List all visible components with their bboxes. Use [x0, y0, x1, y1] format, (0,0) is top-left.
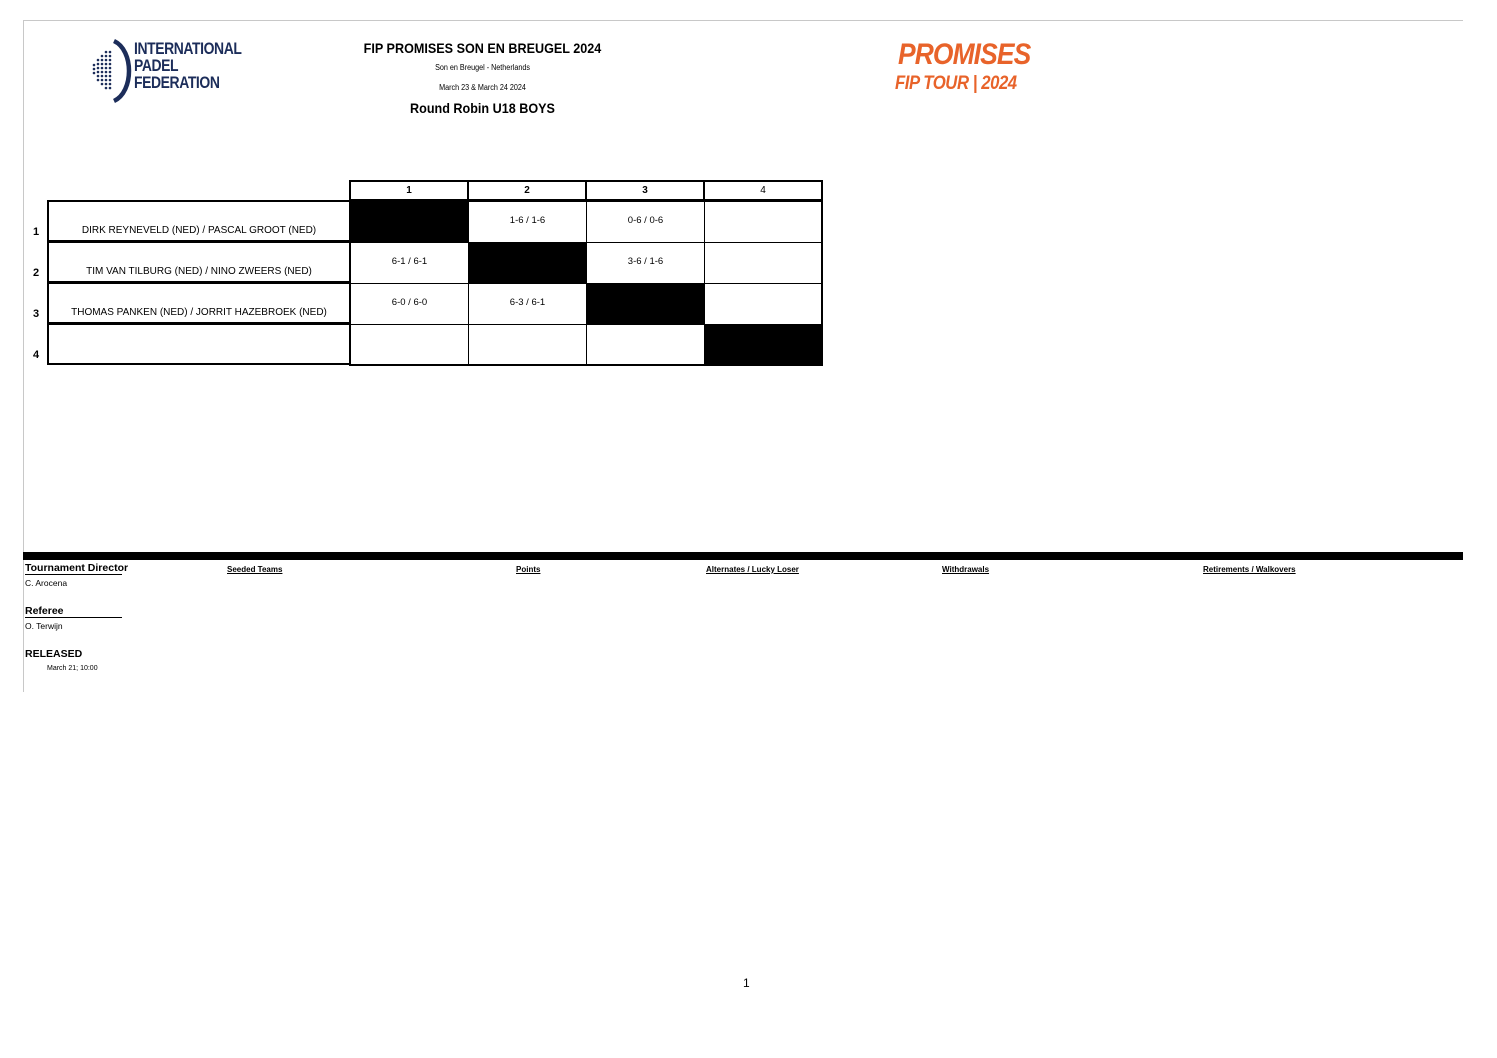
result-cell-4-1 [350, 324, 469, 366]
result-cell-4-3 [586, 324, 705, 366]
row-number-1: 1 [33, 226, 40, 238]
team-name-1: DIRK REYNEVELD (NED) / PASCAL GROOT (NED) [47, 200, 351, 242]
result-cell-3-2: 6-3 / 6-1 [468, 283, 587, 325]
top-border [23, 20, 1463, 21]
result-cell-2-4 [704, 242, 823, 284]
ipf-logo-text: INTERNATIONAL PADEL FEDERATION [134, 39, 242, 92]
column-header-3: 3 [585, 180, 705, 201]
seeded-teams-label: Seeded Teams [227, 565, 283, 574]
result-cell-4-4 [704, 324, 823, 366]
tournament-dates: March 23 & March 24 2024 [439, 83, 526, 92]
column-header-4: 4 [703, 180, 823, 201]
released-label: RELEASED [25, 648, 83, 660]
tournament-title: FIP PROMISES SON EN BREUGEL 2024 [363, 40, 602, 56]
page-number: 1 [743, 976, 750, 990]
result-cell-1-3: 0-6 / 0-6 [586, 201, 705, 243]
tournament-director-label: Tournament Director [25, 562, 129, 574]
result-cell-2-3: 3-6 / 1-6 [586, 242, 705, 284]
result-cell-4-2 [468, 324, 587, 366]
result-cell-3-4 [704, 283, 823, 325]
result-cell-2-1: 6-1 / 6-1 [350, 242, 469, 284]
row-number-2: 2 [33, 267, 40, 279]
points-label: Points [516, 565, 541, 574]
tournament-location: Son en Breugel - Netherlands [435, 63, 530, 72]
promises-logo: PROMISES FIP TOUR | 2024 [895, 38, 1031, 94]
result-cell-2-2 [468, 242, 587, 284]
team-name-4 [47, 323, 351, 365]
ipf-logo [88, 38, 242, 104]
withdrawals-label: Withdrawals [942, 565, 990, 574]
footer-bar [23, 552, 1463, 560]
released-value: March 21; 10:00 [47, 665, 98, 672]
result-cell-3-3 [586, 283, 705, 325]
ipf-emblem-icon [88, 38, 132, 104]
result-cell-3-1: 6-0 / 6-0 [350, 283, 469, 325]
tournament-director-value: C. Arocena [25, 578, 68, 588]
left-border [23, 20, 24, 692]
round-title: Round Robin U18 BOYS [410, 100, 555, 116]
referee-label: Referee [25, 605, 122, 618]
column-header-2: 2 [467, 180, 587, 201]
column-header-1: 1 [349, 180, 469, 201]
result-cell-1-2: 1-6 / 1-6 [468, 201, 587, 243]
result-cell-1-1 [350, 201, 469, 243]
alternates-label: Alternates / Lucky Loser [706, 565, 799, 574]
row-number-4: 4 [33, 349, 40, 361]
team-name-2: TIM VAN TILBURG (NED) / NINO ZWEERS (NED) [47, 241, 351, 283]
referee-value: O. Terwijn [25, 621, 63, 631]
team-name-3: THOMAS PANKEN (NED) / JORRIT HAZEBROEK (NED) [47, 282, 351, 324]
result-cell-1-4 [704, 201, 823, 243]
row-number-3: 3 [33, 308, 40, 320]
retirements-label: Retirements / Walkovers [1203, 565, 1296, 574]
